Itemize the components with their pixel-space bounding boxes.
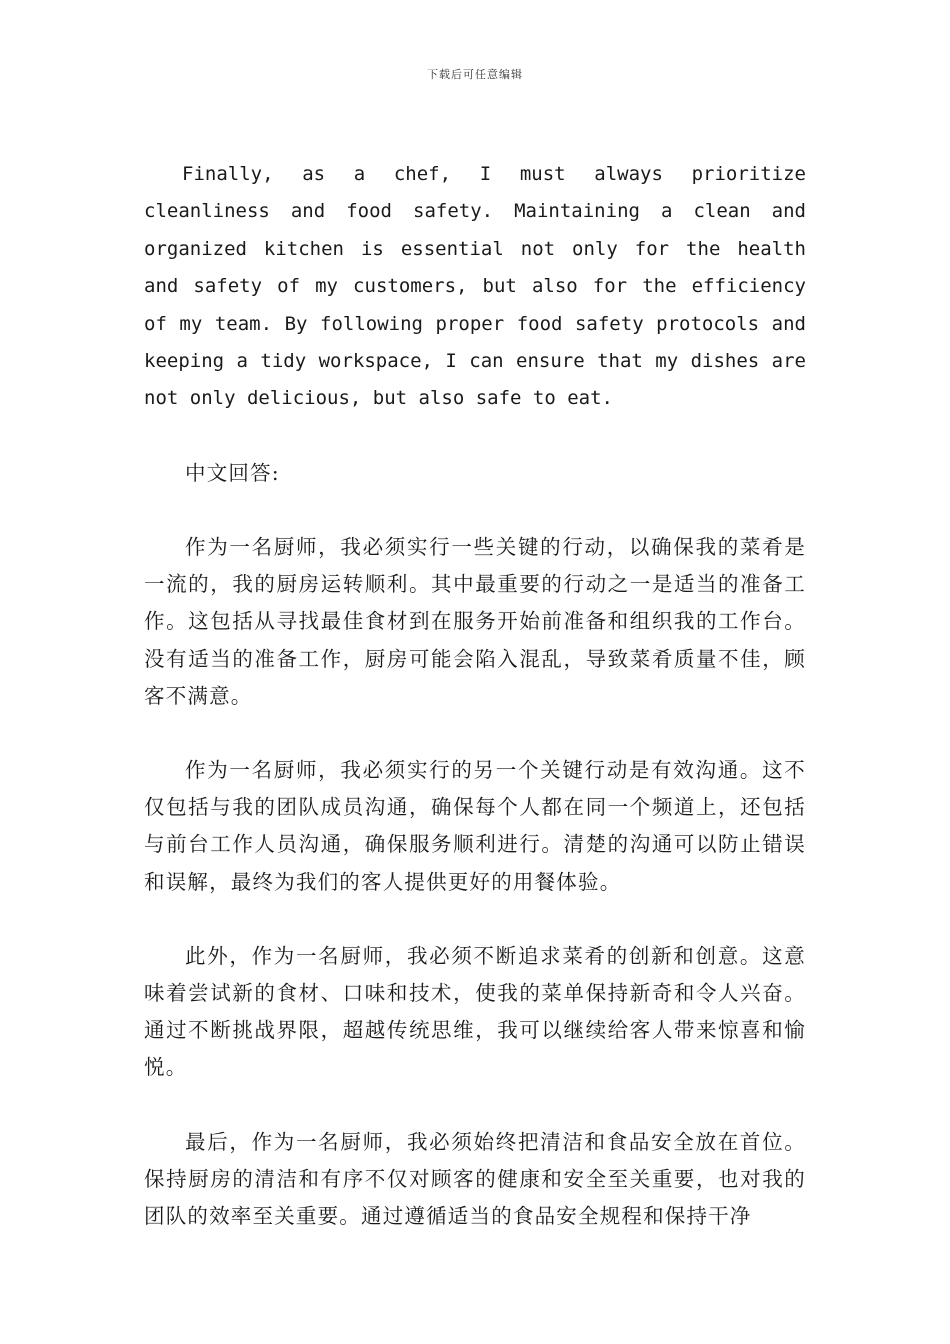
- chinese-paragraph-2: 作为一名厨师，我必须实行的另一个关键行动是有效沟通。这不仅包括与我的团队成员沟通，确保每个人都在同一个频道上，还包括与前台工作人员沟通，确保服务顺利进行。清楚的沟通可以防止错误和误解，最终为我们的客人提供更好的用餐体验。: [144, 758, 806, 894]
- chinese-paragraph-4: 最后，作为一名厨师，我必须始终把清洁和食品安全放在首位。保持厨房的清洁和有序不仅对顾客的健康和安全至关重要，也对我的团队的效率至关重要。通过遵循适当的食品安全规程和保持干净: [144, 1129, 806, 1229]
- english-paragraph: Finally, as a chef, I must always prioritize cleanliness and food safety. Maintaining a clean and organized kitchen is essential not only for the health and safety of my customers, but also for the efficiency of my team. By following proper food safety protocols and keeping a tidy workspace, I can ensure that my dishes are not only delicious, but also safe to eat.: [144, 163, 806, 410]
- chinese-answer-heading: 中文回答:: [185, 460, 280, 485]
- chinese-paragraph-1: 作为一名厨师，我必须实行一些关键的行动，以确保我的菜肴是一流的，我的厨房运转顺利。其中最重要的行动之一是适当的准备工作。这包括从寻找最佳食材到在服务开始前准备和组织我的工作台。没有适当的准备工作，厨房可能会陷入混乱，导致菜肴质量不佳，顾客不满意。: [144, 535, 806, 708]
- document-body: [144, 156, 806, 1235]
- page-header: 下载后可任意编辑: [427, 68, 523, 81]
- chinese-paragraph-3: 此外，作为一名厨师，我必须不断追求菜肴的创新和创意。这意味着尝试新的食材、口味和技术，使我的菜单保持新奇和令人兴奋。通过不断挑战界限，超越传统思维，我可以继续给客人带来惊喜和愉悦。: [144, 943, 806, 1080]
